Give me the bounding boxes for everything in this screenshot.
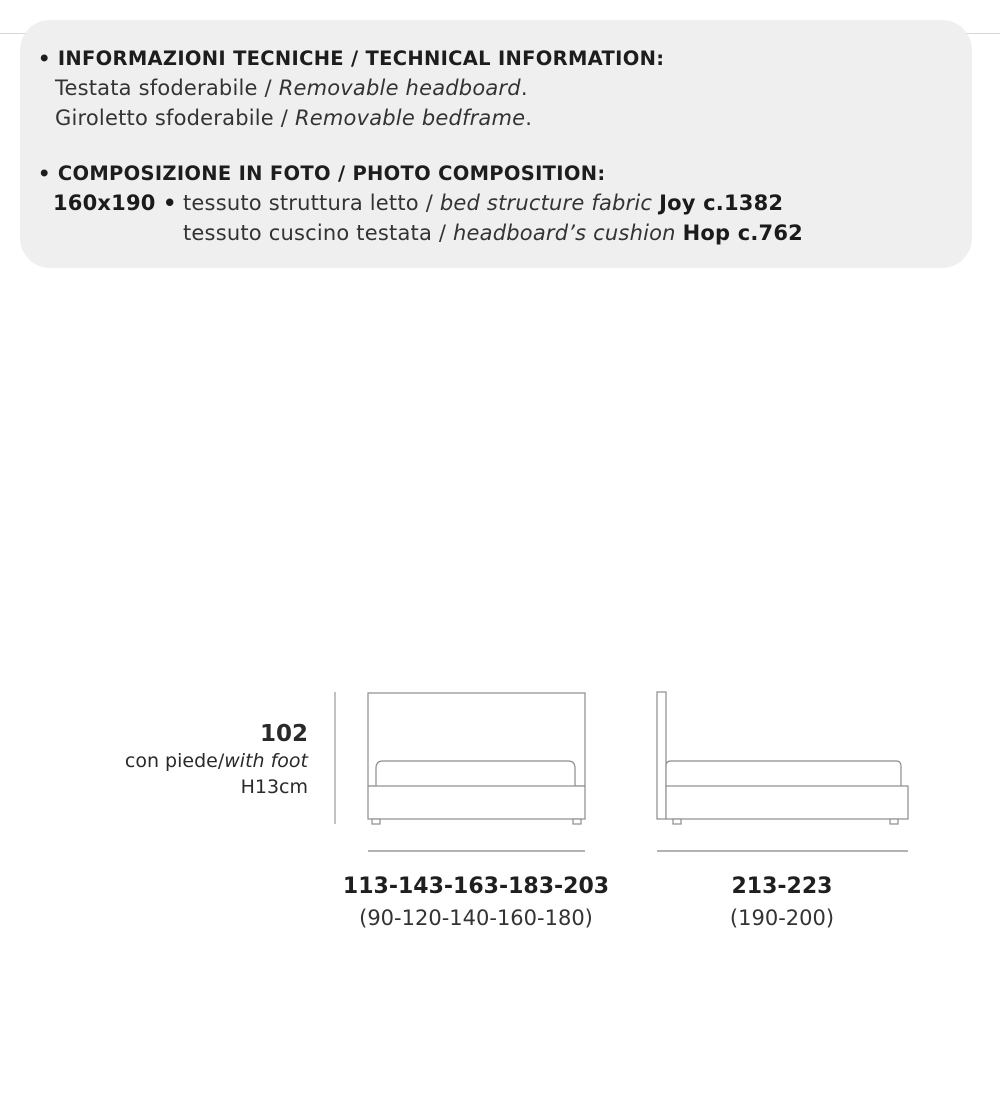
technical-info-line-1: Testata sfoderabile / Removable headboard. bbox=[55, 76, 528, 100]
front-foot-right bbox=[573, 819, 581, 824]
side-foot-left bbox=[673, 819, 681, 824]
bed-front-view bbox=[368, 693, 585, 824]
side-foot-right bbox=[890, 819, 898, 824]
side-cushion bbox=[666, 761, 901, 786]
width-mattress-value: (90-120-140-160-180) bbox=[359, 906, 593, 930]
photo-composition-heading: • COMPOSIZIONE IN FOTO / PHOTO COMPOSITION: bbox=[38, 162, 606, 185]
bed-side-view bbox=[657, 692, 908, 824]
with-foot-label: con piede/with foot bbox=[124, 750, 308, 772]
composition-item-1: tessuto struttura letto / bed structure fabric Joy c.1382 bbox=[183, 191, 784, 215]
side-bed-base bbox=[666, 786, 908, 819]
foot-height-label: H13cm bbox=[240, 776, 308, 798]
composition-bullet: • bbox=[163, 191, 177, 215]
front-headboard-cushion bbox=[376, 761, 575, 786]
height-value: 102 bbox=[259, 721, 308, 747]
side-headboard bbox=[657, 692, 666, 819]
composition-size: 160x190 bbox=[53, 191, 156, 215]
front-foot-left bbox=[372, 819, 380, 824]
width-value: 113-143-163-183-203 bbox=[342, 874, 610, 899]
composition-item-2: tessuto cuscino testata / headboard’s cushion Hop c.762 bbox=[183, 221, 803, 245]
technical-info-heading: • INFORMAZIONI TECNICHE / TECHNICAL INFORMATION: bbox=[38, 47, 665, 70]
length-mattress-value: (190-200) bbox=[729, 906, 835, 930]
technical-info-line-2: Giroletto sfoderabile / Removable bedframe. bbox=[55, 106, 533, 130]
length-value: 213-223 bbox=[731, 874, 833, 899]
front-bed-base bbox=[368, 786, 585, 819]
